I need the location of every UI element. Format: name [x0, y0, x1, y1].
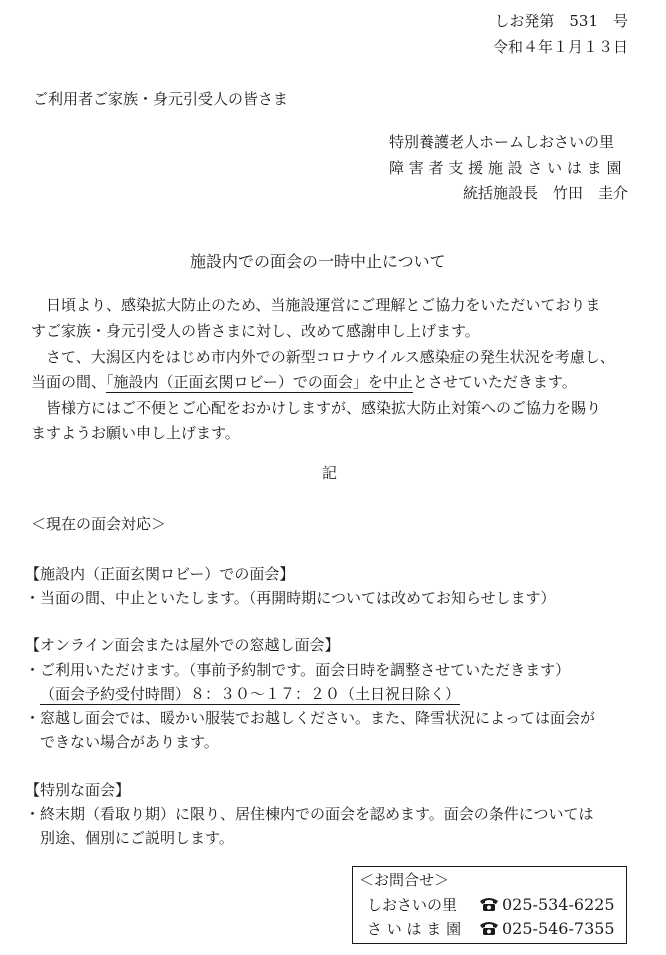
- sender-director: 統括施設長 竹田 圭介: [462, 184, 628, 202]
- recipient: ご利用者ご家族・身元引受人の皆さま: [33, 90, 289, 108]
- contact-title: ＜お問合せ＞: [359, 871, 450, 889]
- sender-facility-1: 特別養護老人ホームしおさいの里: [389, 133, 615, 151]
- contact-row-saihama: [367, 918, 615, 939]
- section-1-line-1: ・当面の間、中止といたします。（再開時期については改めてお知らせします）: [25, 589, 556, 607]
- section-3-heading: 【特別な面会】: [25, 781, 131, 799]
- body-p3-line1: 皆様方にはご不便とご心配をおかけしますが、感染拡大防止対策へのご協力を賜り: [46, 399, 602, 417]
- sender-facility-2: 障 害 者 支 援 施 設 さ い は ま 園: [389, 159, 622, 177]
- section-2-line-4: できない場合があります。: [40, 733, 219, 751]
- contact-tel-saihama: 025-546-7355: [502, 919, 615, 938]
- contact-name-saihama: さ い は ま 園: [367, 920, 462, 938]
- contact-box: [352, 866, 627, 944]
- document-title: 施設内での面会の一時中止について: [190, 252, 446, 271]
- section-2-reservation-hours: [40, 683, 460, 704]
- reservation-hours-underlined: （面会予約受付時間）８：３０～１７：２０（土日祝日除く）: [40, 685, 461, 703]
- body-p1-line2: すご家族・身元引受人の皆さまに対し、改めて感謝申し上げます。: [31, 322, 480, 340]
- contact-tel-shiosai: 025-534-6225: [502, 895, 615, 914]
- document-number: しお発第 531 号: [494, 12, 628, 30]
- body-p2-line1: さて、大潟区内をはじめ市内外での新型コロナウイルス感染症の発生状況を考慮し、: [46, 348, 615, 366]
- telephone-icon: [479, 896, 499, 912]
- contact-row-shiosai: [367, 894, 615, 915]
- body-p3-line2: ますようお願い申し上げます。: [31, 424, 240, 442]
- body-p2-line2: [31, 371, 577, 392]
- section-2-line-1: ・ご利用いただけます。（事前予約制です。面会日時を調整させていただきます）: [25, 661, 571, 679]
- section-2-line-3: ・窓越し面会では、暖かい服装でお越しください。また、降雪状況によっては面会が: [25, 709, 596, 727]
- section-3-line-2: 別途、個別にご説明します。: [40, 829, 234, 847]
- body-p2-line2-pre: 当面の間、: [31, 373, 107, 391]
- body-p2-underlined-notice: 「施設内（正面玄関ロビー）での面会」を中止: [106, 373, 413, 391]
- body-p1-line1: 日頃より、感染拡大防止のため、当施設運営にご理解とご協力をいただいておりま: [46, 296, 601, 314]
- section-1-heading: 【施設内（正面玄関ロビー）での面会】: [25, 565, 295, 583]
- telephone-icon: [479, 920, 499, 936]
- section-2-heading: 【オンライン面会または屋外での窓越し面会】: [25, 636, 340, 654]
- ki-marker: 記: [322, 464, 338, 482]
- current-response-heading: ＜現在の面会対応＞: [31, 515, 167, 533]
- document-date: 令和４年１月１３日: [492, 38, 628, 56]
- contact-name-shiosai: しおさいの里: [367, 896, 458, 914]
- body-p2-line2-post: とさせていただきます。: [412, 373, 577, 391]
- section-3-line-1: ・終末期（看取り期）に限り、居住棟内での面会を認めます。面会の条件については: [25, 805, 594, 823]
